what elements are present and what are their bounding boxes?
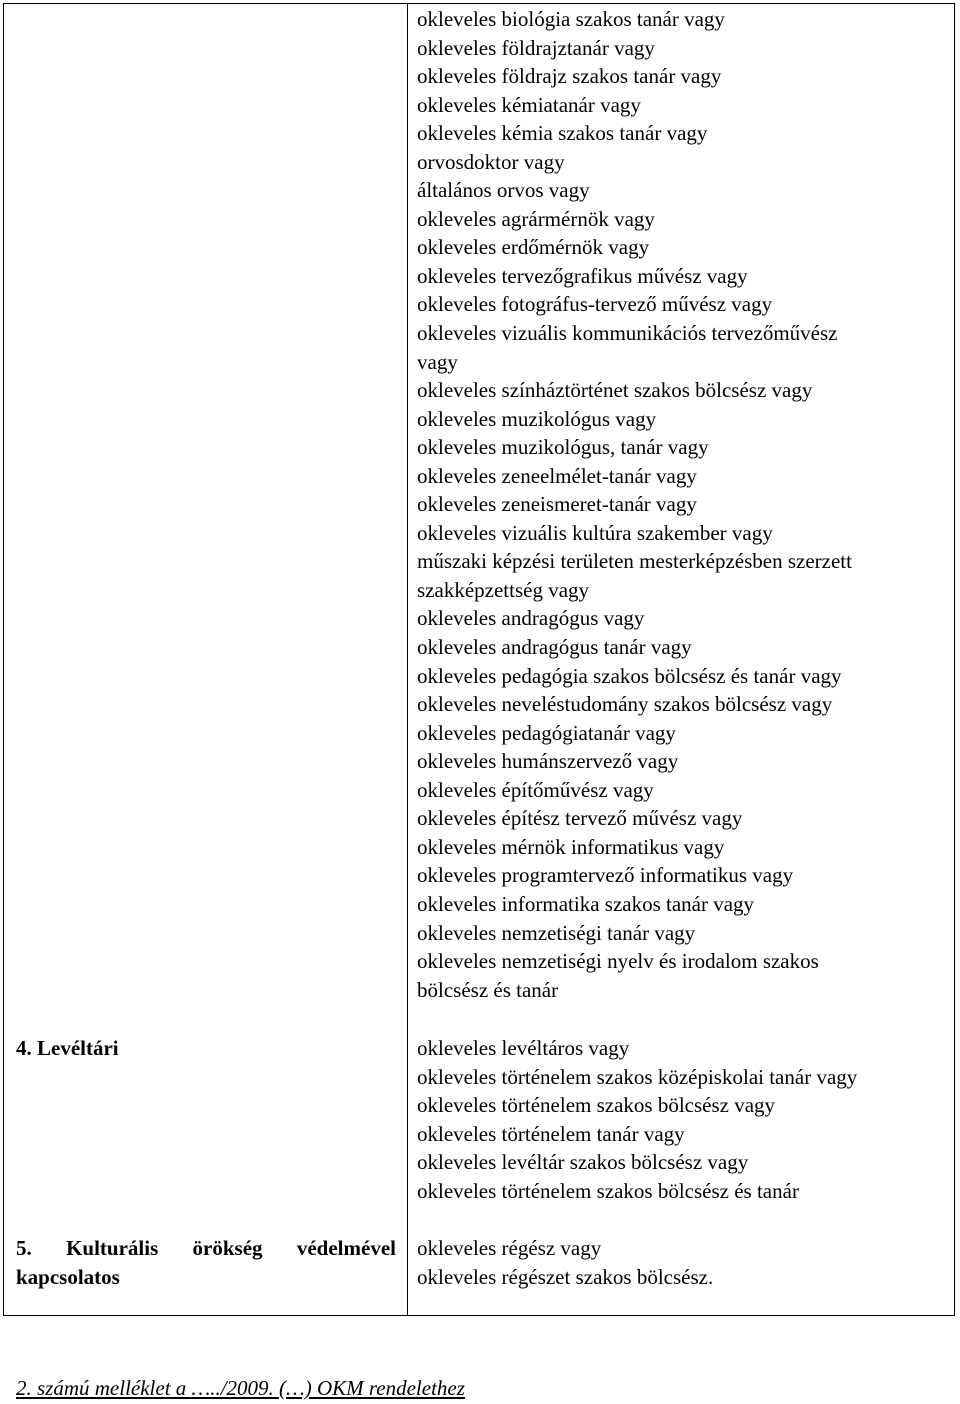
list-item: általános orvos vagy bbox=[417, 178, 590, 203]
list-item: okleveles pedagógia szakos bölcsész és tanár vagy bbox=[417, 663, 842, 688]
list-item: okleveles vizuális kommunikációs tervezőművész bbox=[417, 321, 838, 346]
list-item: okleveles erdőmérnök vagy bbox=[417, 235, 650, 260]
list-item: szakképzettség vagy bbox=[417, 577, 590, 602]
list-item: okleveles földrajz szakos tanár vagy bbox=[417, 64, 722, 89]
list-item: bölcsész és tanár bbox=[417, 977, 559, 1002]
list-item: okleveles történelem szakos bölcsész vagy bbox=[417, 1093, 776, 1118]
list-item: okleveles programtervező informatikus vagy bbox=[417, 863, 794, 888]
section-4-label: 4. Levéltári bbox=[16, 1036, 119, 1060]
list-item: okleveles nemzetiségi tanár vagy bbox=[417, 920, 696, 945]
list-item: okleveles régész vagy bbox=[417, 1236, 602, 1260]
list-item: okleveles kémiatanár vagy bbox=[417, 92, 641, 117]
list-item: okleveles kémia szakos tanár vagy bbox=[417, 121, 708, 146]
list-item: okleveles mérnök informatikus vagy bbox=[417, 834, 725, 859]
list-item: okleveles muzikológus, tanár vagy bbox=[417, 435, 709, 460]
list-item: okleveles színháztörténet szakos bölcsész vagy bbox=[417, 378, 813, 403]
list-item: okleveles régészet szakos bölcsész. bbox=[417, 1264, 714, 1289]
list-item: okleveles neveléstudomány szakos bölcsész vagy bbox=[417, 692, 833, 717]
list-item: okleveles történelem szakos bölcsész és tanár bbox=[417, 1178, 799, 1203]
section-5-list bbox=[417, 1234, 947, 1291]
list-item: vagy bbox=[417, 349, 458, 374]
list-item: okleveles pedagógiatanár vagy bbox=[417, 720, 676, 745]
list-item: műszaki képzési területen mesterképzésben szerzett bbox=[417, 549, 852, 574]
column-divider bbox=[407, 4, 408, 1315]
list-item: okleveles nemzetiségi nyelv és irodalom szakos bbox=[417, 949, 819, 974]
list-item: okleveles vizuális kultúra szakember vagy bbox=[417, 520, 773, 545]
list-item: okleveles építőművész vagy bbox=[417, 777, 654, 802]
section-4-list bbox=[417, 1034, 947, 1205]
list-item: okleveles történelem szakos középiskolai tanár vagy bbox=[417, 1064, 858, 1089]
list-item: okleveles tervezőgrafikus művész vagy bbox=[417, 263, 748, 288]
list-item: okleveles zeneelmélet-tanár vagy bbox=[417, 463, 697, 488]
section-5-label: 5. Kulturális örökség védelmével kapcsolatos bbox=[16, 1236, 396, 1289]
list-item: okleveles informatika szakos tanár vagy bbox=[417, 891, 755, 916]
list-item: okleveles fotográfus-tervező művész vagy bbox=[417, 292, 773, 317]
list-item: okleveles agrármérnök vagy bbox=[417, 206, 655, 231]
list-item: okleveles zeneismeret-tanár vagy bbox=[417, 492, 697, 517]
list-item: okleveles humánszervező vagy bbox=[417, 749, 679, 774]
list-item: okleveles biológia szakos tanár vagy bbox=[417, 7, 725, 31]
list-item: okleveles levéltár szakos bölcsész vagy bbox=[417, 1150, 749, 1175]
list-item: okleveles andragógus vagy bbox=[417, 606, 645, 631]
list-item: okleveles andragógus tanár vagy bbox=[417, 635, 692, 660]
list-item: okleveles építész tervező művész vagy bbox=[417, 806, 743, 831]
qualification-table bbox=[3, 3, 955, 1316]
list-item: okleveles földrajztanár vagy bbox=[417, 35, 655, 60]
page-footer-note: 2. számú melléklet a …../2009. (…) OKM rendelethez bbox=[16, 1376, 465, 1400]
list-item: orvosdoktor vagy bbox=[417, 149, 565, 174]
list-item: okleveles levéltáros vagy bbox=[417, 1036, 630, 1060]
list-item: okleveles történelem tanár vagy bbox=[417, 1121, 685, 1146]
list-item: okleveles muzikológus vagy bbox=[417, 406, 657, 431]
top-qualification-list bbox=[417, 5, 947, 1004]
